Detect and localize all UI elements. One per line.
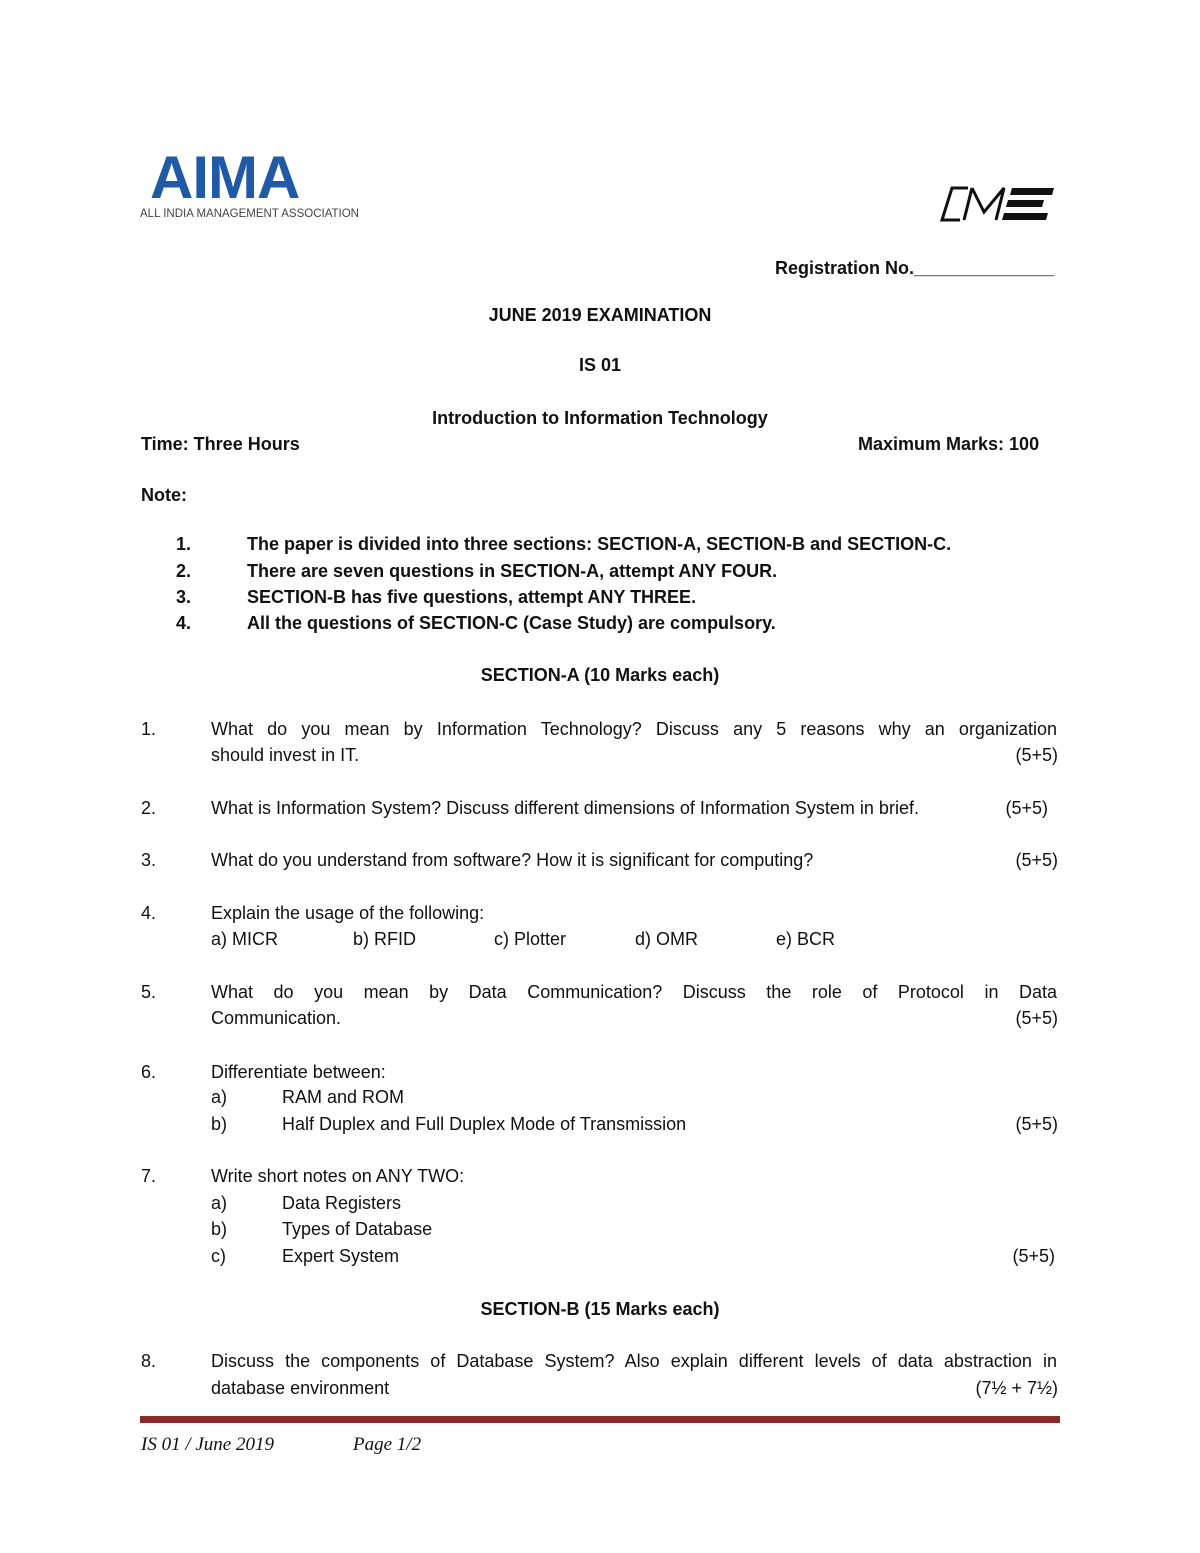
sub-item-letter: a) <box>211 1193 228 1213</box>
question-marks: (5+5) <box>1012 1246 1055 1266</box>
cme-logo <box>938 182 1058 226</box>
sub-item-text: Half Duplex and Full Duplex Mode of Transmission <box>282 1114 687 1134</box>
question-number: 7. <box>141 1166 157 1186</box>
note-item-text: There are seven questions in SECTION-A, attempt ANY FOUR. <box>247 561 778 581</box>
sub-item-letter: a) <box>211 1087 228 1107</box>
question-number: 6. <box>141 1062 157 1082</box>
question-text: Explain the usage of the following: <box>211 903 485 923</box>
sub-item-text: Expert System <box>282 1246 400 1266</box>
question-text: What do you mean by Information Technology? Discuss any 5 reasons why an organization <box>211 719 1057 739</box>
note-item-text: SECTION-B has five questions, attempt ANY THREE. <box>247 587 697 607</box>
aima-logo-text: AIMA <box>150 144 300 211</box>
section-b-heading: SECTION-B (15 Marks each) <box>480 1299 720 1319</box>
note-item-number: 1. <box>176 534 192 554</box>
question-marks: (7½ + 7½) <box>975 1378 1058 1398</box>
option-rfid: b) RFID <box>353 929 416 949</box>
question-text: Differentiate between: <box>211 1062 386 1082</box>
sub-item-text: Types of Database <box>282 1219 433 1239</box>
question-number: 8. <box>141 1351 157 1371</box>
question-marks: (5+5) <box>1015 850 1058 870</box>
question-text: What do you mean by Data Communication? Discuss the role of Protocol in Data <box>211 982 1057 1002</box>
exam-title: JUNE 2019 EXAMINATION <box>488 305 712 325</box>
option-bcr: e) BCR <box>776 929 836 949</box>
footer-page-number: Page 1/2 <box>353 1434 422 1455</box>
footer-divider <box>140 1416 1060 1423</box>
option-micr: a) MICR <box>211 929 278 949</box>
time-allowed: Time: Three Hours <box>141 434 300 454</box>
registration-number: Registration No.______________ <box>775 258 1055 278</box>
section-a-heading: SECTION-A (10 Marks each) <box>480 665 720 685</box>
note-item-number: 2. <box>176 561 192 581</box>
question-number: 5. <box>141 982 157 1002</box>
option-omr: d) OMR <box>635 929 698 949</box>
question-text-continued: Communication. <box>211 1008 342 1028</box>
question-text-continued: should invest in IT. <box>211 745 360 765</box>
question-marks: (5+5) <box>1015 745 1058 765</box>
question-text-continued: database environment <box>211 1378 390 1398</box>
aima-logo-subtitle: ALL INDIA MANAGEMENT ASSOCIATION <box>140 208 359 220</box>
note-label: Note: <box>141 485 187 505</box>
note-item-text: All the questions of SECTION-C (Case Study) are compulsory. <box>247 613 776 633</box>
note-item-text: The paper is divided into three sections: SECTION-A, SECTION-B and SECTION-C. <box>247 534 952 554</box>
question-number: 4. <box>141 903 157 923</box>
sub-item-letter: b) <box>211 1114 228 1134</box>
question-number: 3. <box>141 850 157 870</box>
sub-item-text: Data Registers <box>282 1193 402 1213</box>
question-marks: (5+5) <box>1015 1008 1058 1028</box>
paper-code: IS 01 <box>578 355 622 375</box>
sub-item-text: RAM and ROM <box>282 1087 405 1107</box>
sub-item-letter: b) <box>211 1219 228 1239</box>
sub-item-letter: c) <box>211 1246 226 1266</box>
question-text: Discuss the components of Database System? Also explain different levels of data abstraction in <box>211 1351 1057 1371</box>
option-plotter: c) Plotter <box>494 929 567 949</box>
question-marks: (5+5) <box>1015 1114 1058 1134</box>
question-text: Write short notes on ANY TWO: <box>211 1166 465 1186</box>
question-text: What is Information System? Discuss different dimensions of Information System in brief. <box>211 798 919 818</box>
maximum-marks: Maximum Marks: 100 <box>858 434 1040 454</box>
note-item-number: 4. <box>176 613 192 633</box>
question-number: 2. <box>141 798 157 818</box>
note-item-number: 3. <box>176 587 192 607</box>
footer-paper-code: IS 01 / June 2019 <box>141 1434 274 1455</box>
question-number: 1. <box>141 719 157 739</box>
aima-logo <box>140 144 359 230</box>
question-text: What do you understand from software? How it is significant for computing? <box>211 850 814 870</box>
question-marks: (5+5) <box>1005 798 1048 818</box>
subject-title: Introduction to Information Technology <box>432 408 768 428</box>
